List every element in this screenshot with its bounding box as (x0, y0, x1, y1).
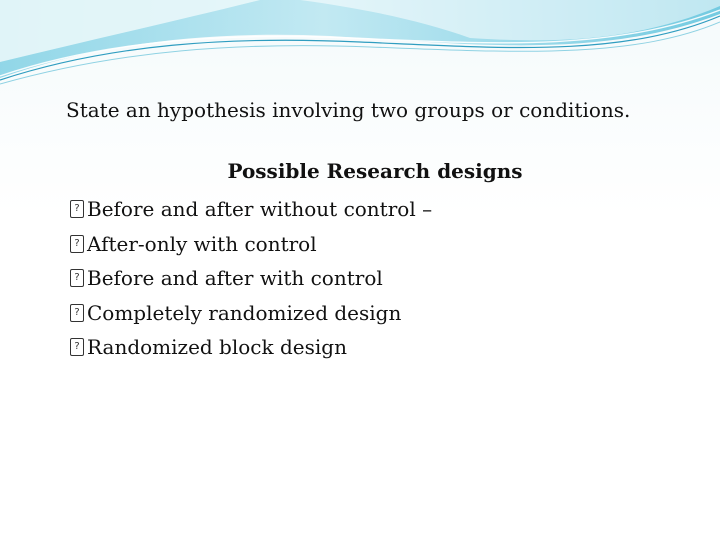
header-swoosh-decoration (0, 0, 720, 90)
list-item (70, 192, 432, 227)
list-item-label: After-only with control (87, 231, 317, 256)
research-design-list (70, 192, 432, 365)
list-item (70, 261, 432, 296)
list-item (70, 296, 432, 331)
list-item (70, 227, 432, 262)
missing-glyph-box-icon: ? (70, 235, 84, 253)
missing-glyph-box-icon: ? (70, 200, 84, 218)
missing-glyph-box-icon: ? (70, 338, 84, 356)
list-item-label: Before and after with control (87, 266, 383, 291)
intro-text: State an hypothesis involving two groups or conditions. (66, 98, 631, 122)
list-item-label: Completely randomized design (87, 300, 402, 325)
missing-glyph-box-icon: ? (70, 269, 84, 287)
list-item (70, 330, 432, 365)
list-item-label: Randomized block design (87, 335, 347, 360)
section-heading: Possible Research designs (227, 159, 523, 183)
missing-glyph-box-icon: ? (70, 304, 84, 322)
list-item-label: Before and after without control – (87, 197, 433, 222)
